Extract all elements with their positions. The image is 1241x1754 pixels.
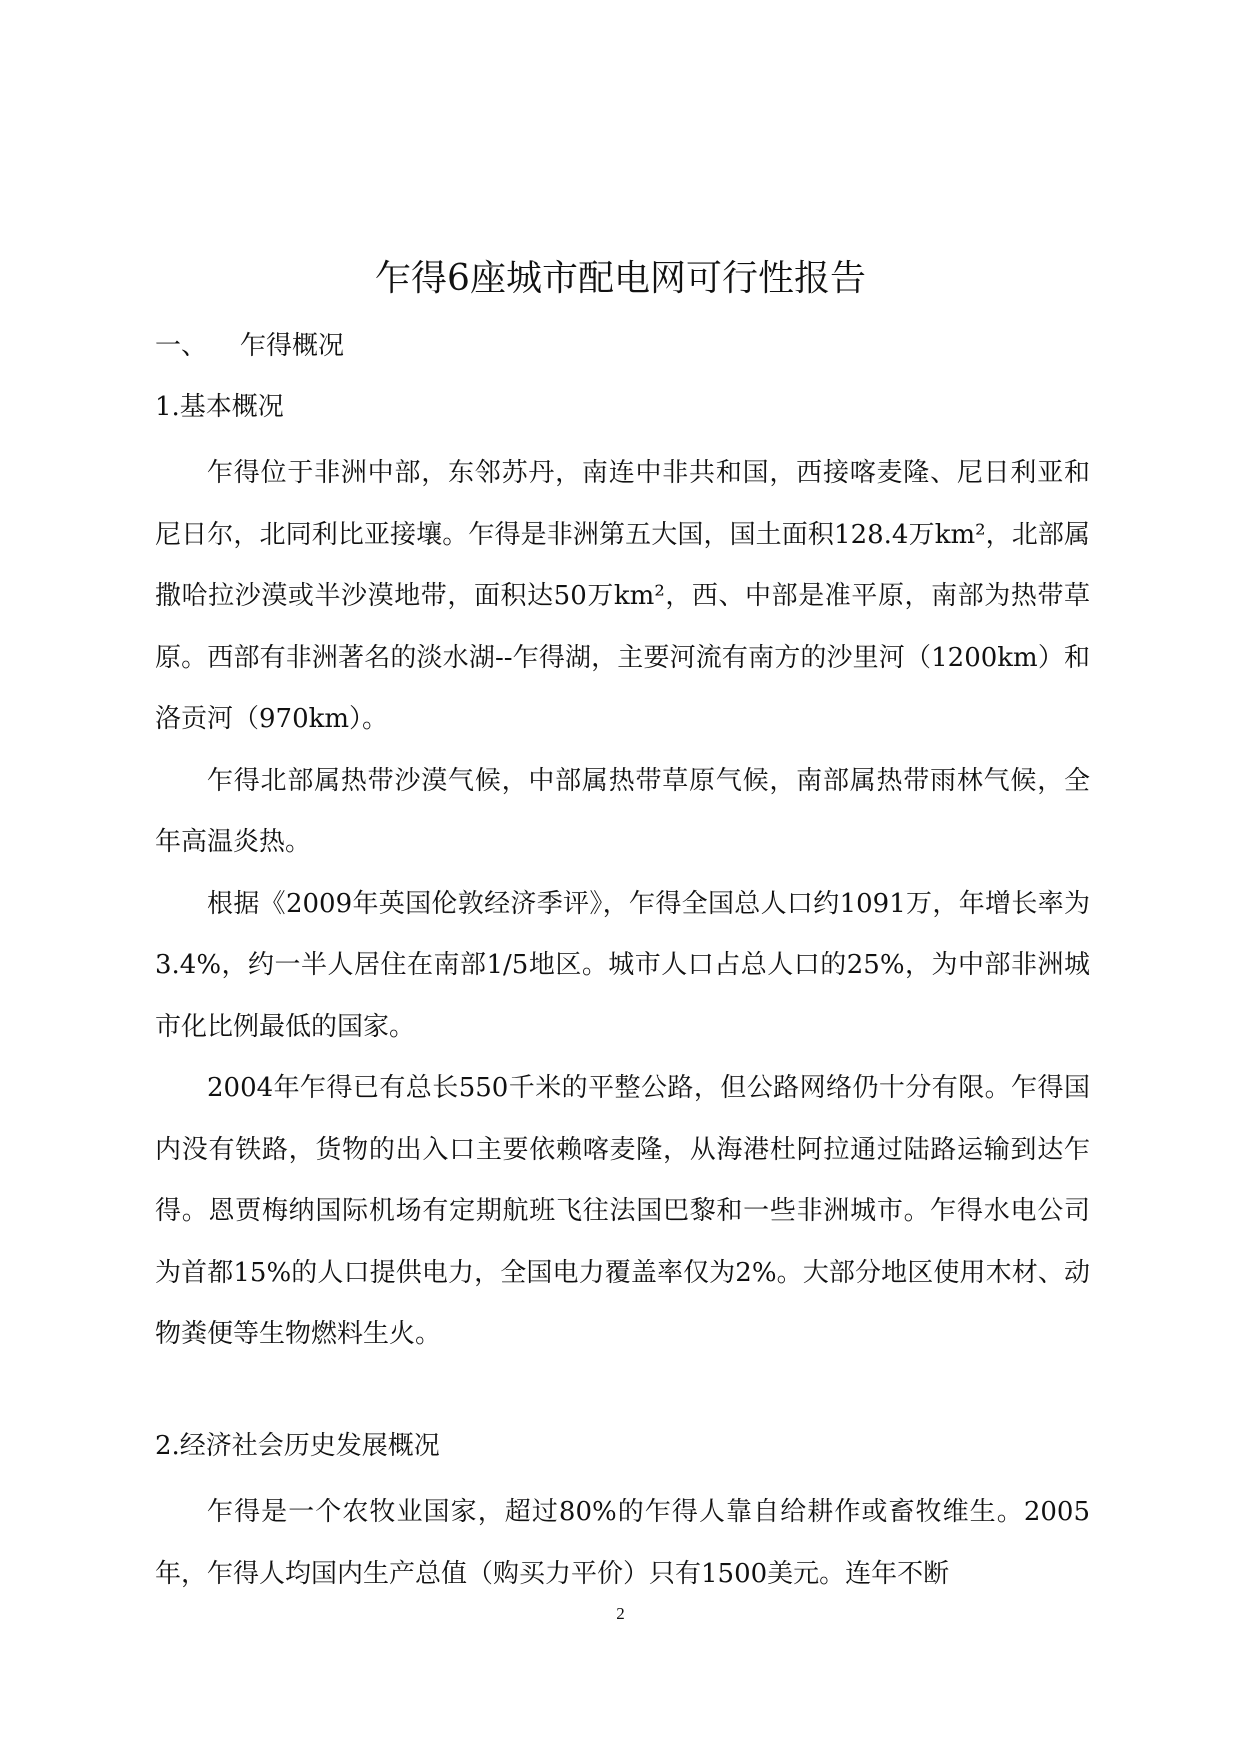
paragraph-economy: 乍得是一个农牧业国家，超过80%的乍得人靠自给耕作或畜牧维生。2005年，乍得人均国内生产总值（购买力平价）只有1500美元。连年不断 <box>155 1497 1090 1589</box>
page-number: 2 <box>616 1604 625 1623</box>
paragraph-climate: 乍得北部属热带沙漠气候，中部属热带草原气候，南部属热带雨林气候，全年高温炎热。 <box>155 765 1090 857</box>
paragraph-transport: 2004年乍得已有总长550千米的平整公路，但公路网络仍十分有限。乍得国内没有铁路，货物的出入口主要依赖喀麦隆，从海港杜阿拉通过陆路运输到达乍得。恩贾梅纳国际机场有定期航班飞往法国巴黎和一些非洲城市。乍得水电公司为首都15%的人口提供电力，全国电力覆盖率仅为2%。大部分地区使用木材、动物粪便等生物燃料生火。 <box>155 1073 1090 1349</box>
section-heading <box>155 326 1090 366</box>
paragraph-group-2 <box>155 1482 1090 1605</box>
subsection-heading-2: 2.经济社会历史发展概况 <box>155 1431 440 1461</box>
section-number: 一、 <box>155 331 208 361</box>
section-title: 乍得概况 <box>240 331 345 361</box>
document-title: 乍得6座城市配电网可行性报告 <box>375 258 866 299</box>
paragraph-geography: 乍得位于非洲中部，东邻苏丹，南连中非共和国，西接喀麦隆、尼日利亚和尼日尔，北同利比亚接壤。乍得是非洲第五大国，国土面积128.4万km²，北部属撒哈拉沙漠或半沙漠地带，面积达50万km²，西、中部是准平原，南部为热带草原。西部有非洲著名的淡水湖--乍得湖，主要河流有南方的沙里河（1200km）和洛贡河（970km）。 <box>155 458 1090 734</box>
paragraph-group-1 <box>155 443 1090 1366</box>
subsection-heading-1: 1.基本概况 <box>155 392 284 422</box>
paragraph-population: 根据《2009年英国伦敦经济季评》，乍得全国总人口约1091万，年增长率为3.4%，约一半人居住在南部1/5地区。城市人口占总人口的25%，为中部非洲城市化比例最低的国家。 <box>155 888 1090 1042</box>
